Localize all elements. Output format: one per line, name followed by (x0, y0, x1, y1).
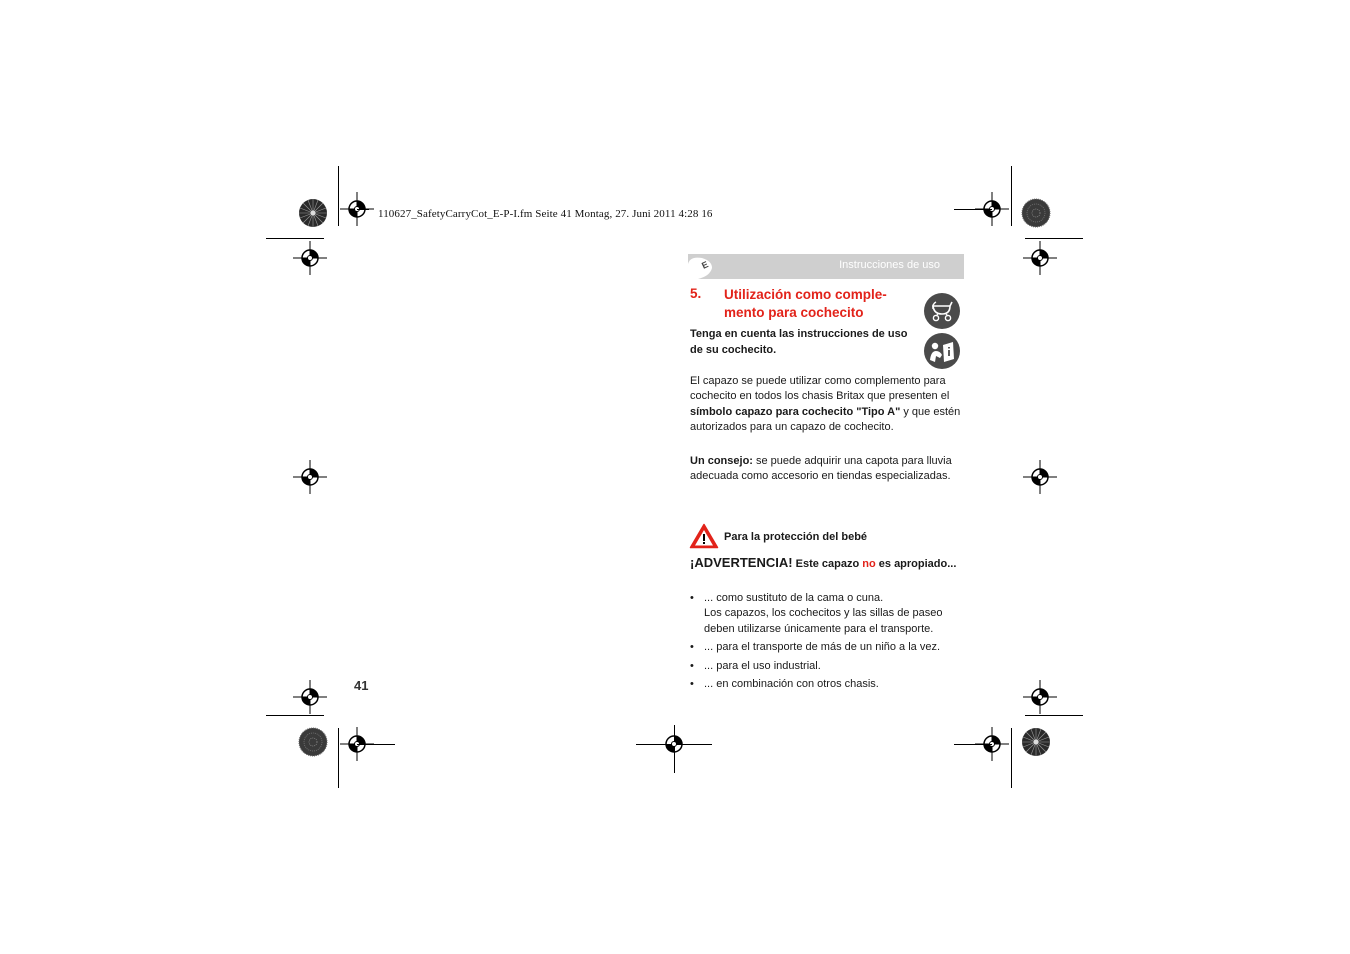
warning-text: Este capazo (792, 558, 863, 570)
usage-note: Tenga en cuenta las instrucciones de uso de su cochecito. (690, 328, 908, 356)
crop-mark (1011, 166, 1012, 226)
page-number: 41 (354, 678, 369, 693)
list-item-main: ... para el transporte de más de un niño a la vez. (704, 641, 941, 653)
paragraph-text: y que estén autorizados para un capazo de cochecito. (690, 405, 961, 433)
crop-mark (338, 166, 339, 226)
color-rosette-icon (1021, 727, 1051, 757)
crop-mark (357, 209, 369, 210)
list-item-main: ... como sustituto de la cama o cuna. (704, 592, 884, 604)
list-item (690, 659, 965, 675)
color-rosette-icon (298, 198, 328, 228)
tip-label: Un consejo: (690, 455, 753, 467)
list-item (690, 640, 965, 656)
warning-label: ¡ADVERTENCIA! (690, 555, 793, 570)
paragraph-text: se puede adquirir una capota para lluvia adecuada como accesorio en tiendas especializadas. (690, 455, 952, 483)
compatibility-paragraph (690, 374, 962, 435)
list-item-text (704, 591, 966, 637)
list-item (690, 591, 965, 639)
color-rosette-icon (1021, 198, 1051, 228)
registration-mark-icon (293, 460, 327, 494)
list-item-main: ... en combinación con otros chasis. (704, 678, 879, 690)
registration-mark-icon (1023, 241, 1057, 275)
warning-heading: Para la protección del bebé (724, 531, 868, 543)
list-item (690, 677, 965, 693)
language-letter: E (700, 259, 710, 271)
crop-mark (266, 238, 324, 239)
color-rosette-icon (298, 727, 328, 757)
registration-mark-icon (657, 727, 691, 761)
section-title: Utilización como comple-mento para cochecito (724, 287, 887, 320)
warning-statement (690, 554, 962, 573)
warning-text: es apropiado... (875, 558, 957, 570)
section-number: 5. (690, 286, 702, 301)
crop-mark (1025, 238, 1083, 239)
paragraph-text: El capazo se puede utilizar como complemento para cochecito en todos los chasis Britax que presenten el (690, 375, 950, 403)
crop-mark (266, 715, 324, 716)
crop-mark (1011, 728, 1012, 788)
bullet-mark: • (690, 592, 694, 604)
registration-mark-icon (1023, 460, 1057, 494)
crop-mark (357, 744, 395, 745)
tip-paragraph (690, 454, 962, 485)
registration-mark-icon (293, 241, 327, 275)
crop-mark (954, 209, 992, 210)
read-manual-icon (923, 332, 961, 370)
stroller-icon (923, 292, 961, 330)
symbol-reference: símbolo capazo para cochecito "Tipo A" (690, 405, 901, 418)
crop-mark (338, 728, 339, 788)
registration-mark-icon (1023, 680, 1057, 714)
list-item-sub: Los capazos, los cochecitos y las sillas de paseo deben utilizarse únicamente para el transporte. (704, 607, 943, 635)
crop-mark (954, 744, 992, 745)
list-item-main: ... para el uso industrial. (704, 660, 821, 672)
bullet-mark: • (690, 678, 694, 690)
warning-emphasis: no (862, 558, 876, 570)
bullet-mark: • (690, 641, 694, 653)
bullet-mark: • (690, 660, 694, 672)
registration-mark-icon (293, 680, 327, 714)
crop-mark (1025, 715, 1083, 716)
print-header: 110627_SafetyCarryCot_E-P-I.fm Seite 41 Montag, 27. Juni 2011 4:28 16 (378, 208, 713, 220)
section-label: Instrucciones de uso (839, 259, 940, 271)
warning-triangle-icon (689, 523, 719, 549)
